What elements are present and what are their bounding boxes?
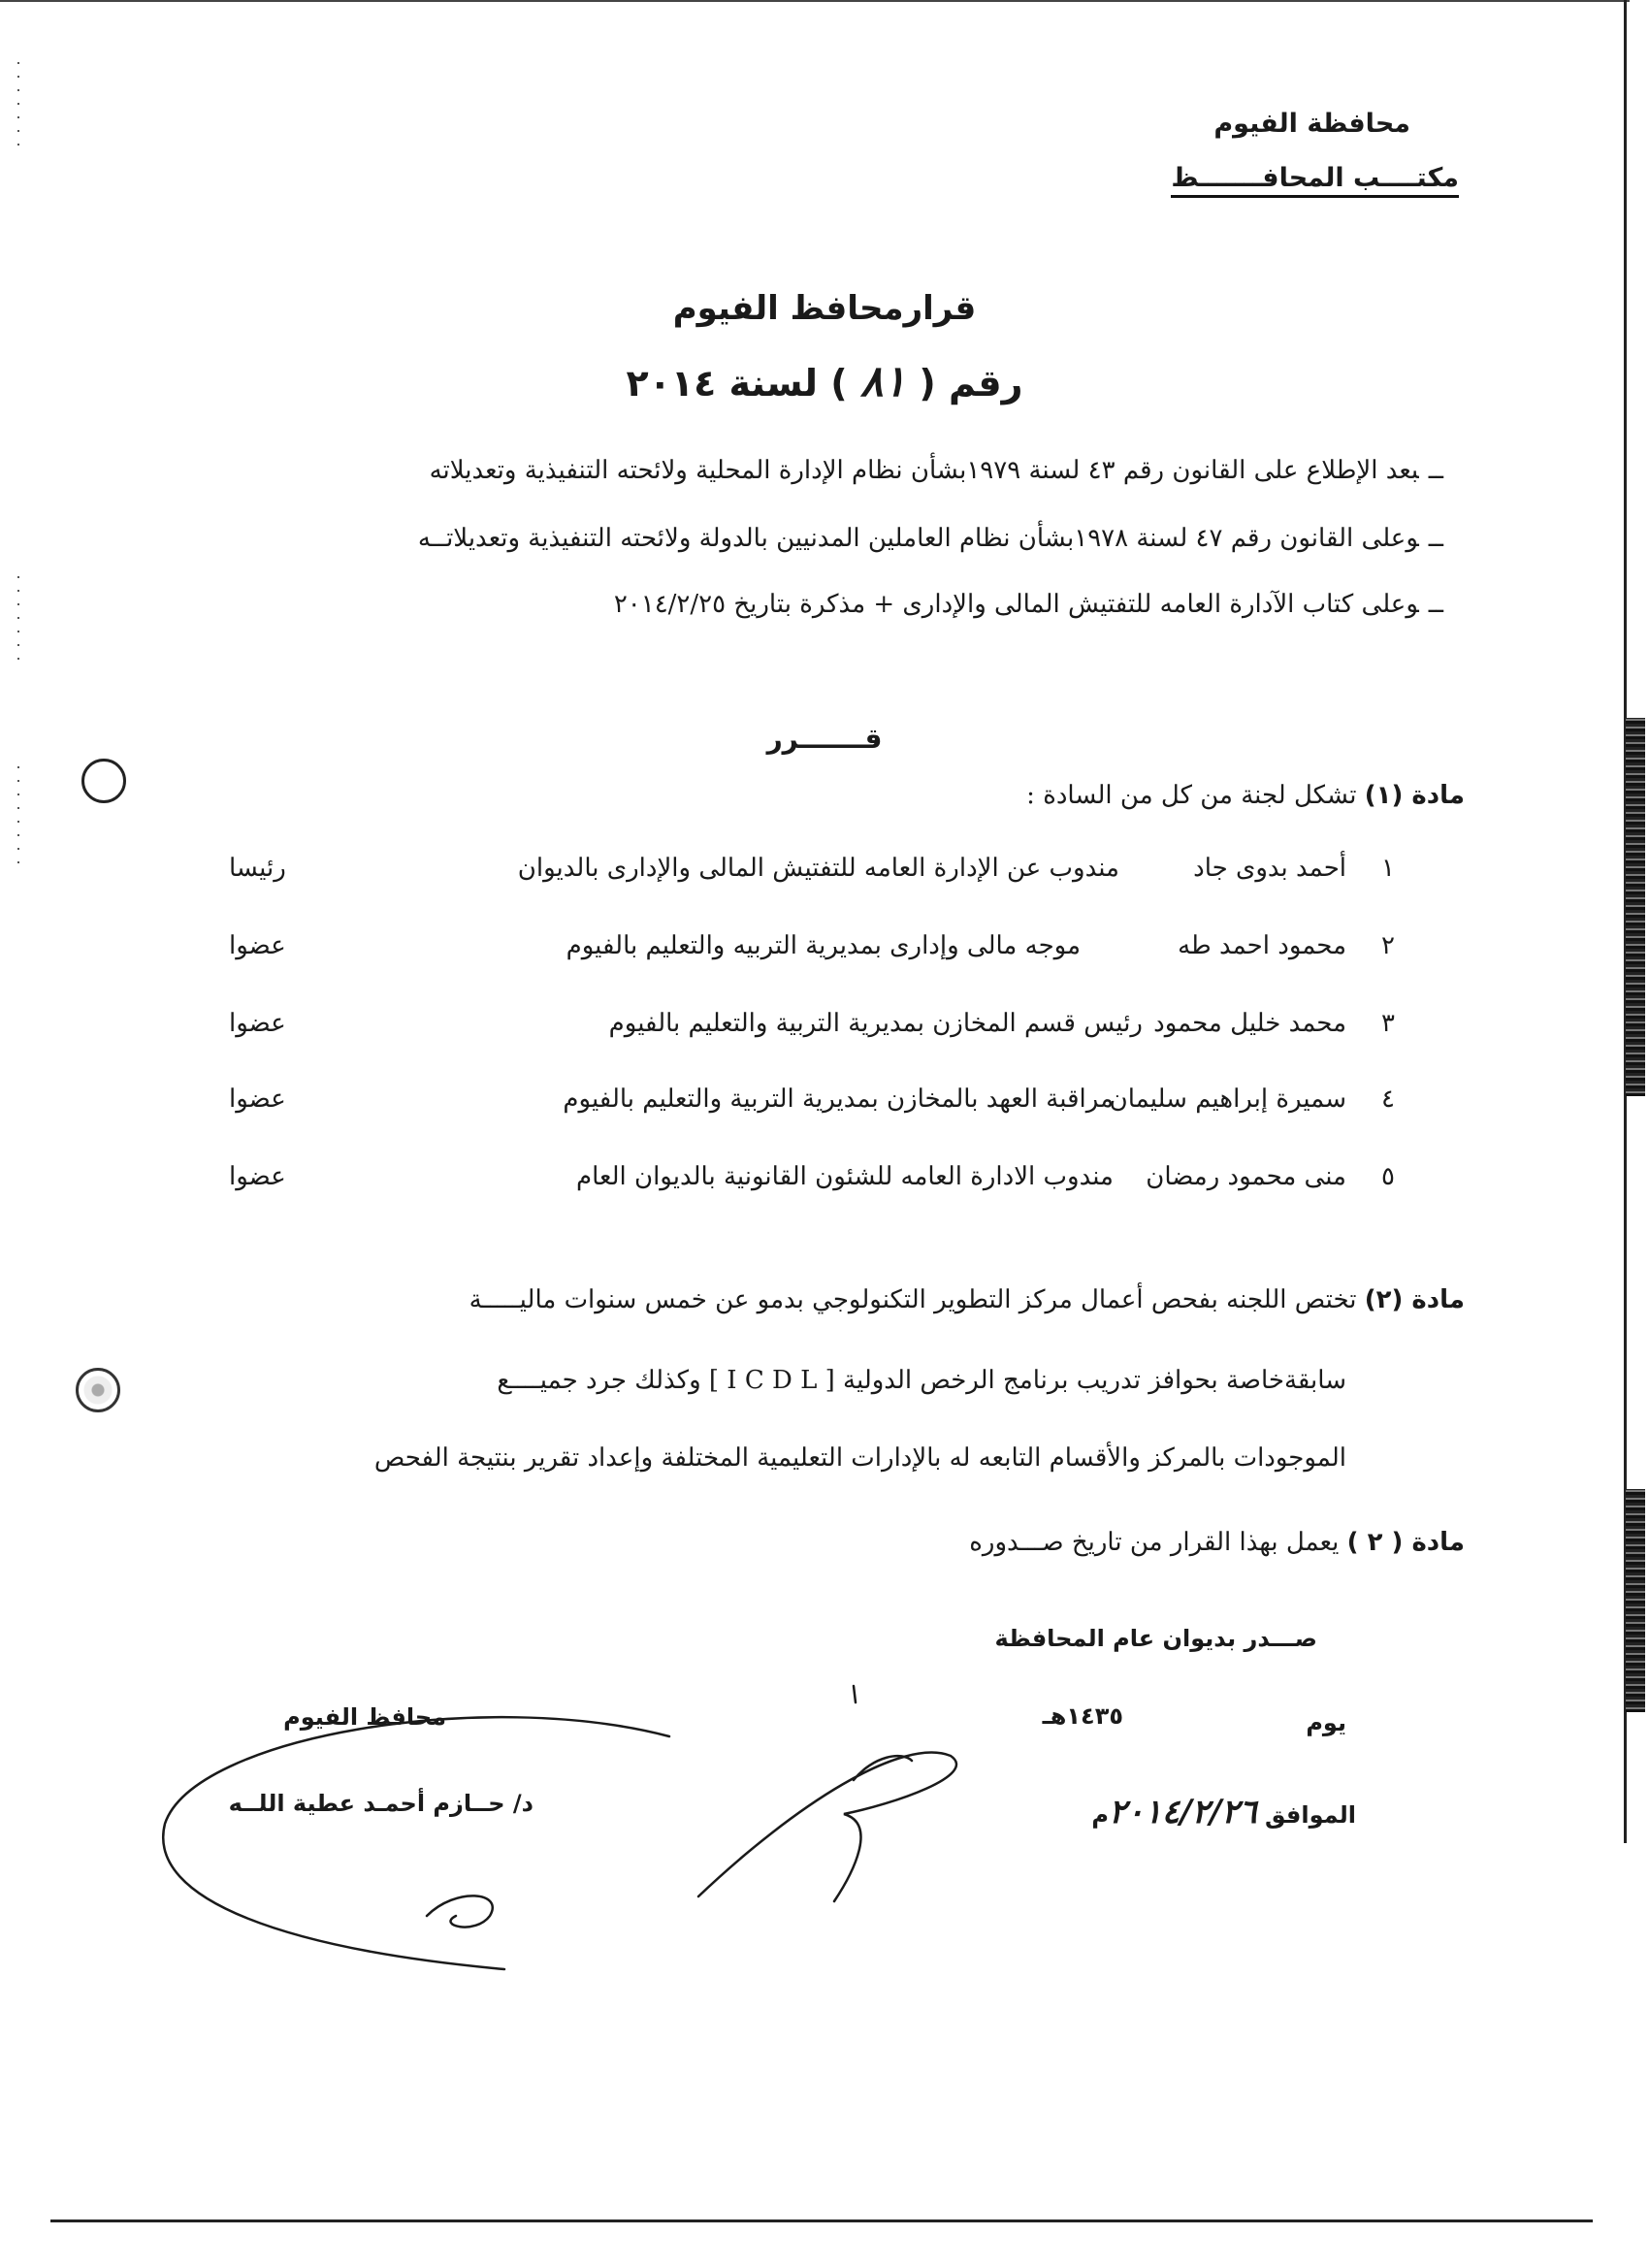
office-heading: مكتــــب المحافـــــــظ	[1171, 163, 1459, 198]
governor-name: د/ حــازم أحمـد عطية اللــه	[228, 1790, 534, 1817]
committee-row-3-role: عضوا	[229, 1009, 286, 1038]
committee-row-2-position: موجه مالى وإدارى بمديرية التربيه والتعليم بالفيوم	[566, 931, 1081, 960]
preamble-text-2: وعلى القانون رقم ٤٧ لسنة ١٩٧٨بشأن نظام العاملين المدنيين بالدولة ولائحته التنفيذية وتعديلاتــه	[417, 524, 1419, 553]
preamble-dash: ــ	[1428, 456, 1443, 485]
article-2-text-1: تختص اللجنه بفحص أعمال مركز التطوير التكنولوجي بدمو عن خمس سنوات ماليـــــة	[469, 1285, 1357, 1314]
committee-row-4-role: عضوا	[229, 1085, 286, 1114]
committee-row-1-role: رئيسا	[229, 854, 286, 883]
decision-number-suffix: ) لسنة ٢٠١٤	[626, 362, 848, 405]
governorate-heading: محافظة الفيوم	[1213, 109, 1410, 139]
preamble-dash: ــ	[1428, 590, 1443, 619]
punch-hole-marked-icon	[76, 1368, 120, 1412]
decision-number-prefix: رقم (	[919, 362, 1023, 405]
committee-row-1-position: مندوب عن الإدارة العامه للتفتيش المالى والإدارى بالديوان	[517, 854, 1119, 883]
committee-row-3-name: محمد خليل محمود	[1153, 1009, 1346, 1038]
day-label: يوم	[1306, 1709, 1346, 1736]
decision-number-handwritten: ٨١	[859, 357, 907, 406]
committee-row-4-name: سميرة إبراهيم سليمان	[1109, 1085, 1346, 1114]
committee-row-4-position: مراقبة العهد بالمخازن بمديرية التربية والتعليم بالفيوم	[563, 1085, 1114, 1114]
article-2-line-3: الموجودات بالمركز والأقسام التابعه له بالإدارات التعليمية المختلفة وإعداد تقرير بنتيجة الفحص	[373, 1443, 1346, 1473]
corresponding-label: الموافق	[1265, 1801, 1356, 1829]
committee-row-2-role: عضوا	[229, 931, 286, 960]
committee-row-3-number: ٣	[1381, 1009, 1395, 1038]
date-suffix: م	[1091, 1801, 1110, 1829]
governor-title: محافظ الفيوم	[283, 1703, 446, 1731]
article-3-text: يعمل بهذا القرار من تاريخ صـــدوره	[969, 1528, 1340, 1557]
article-2-line-2: سابقةخاصة بحوافز تدريب برنامج الرخص الدولية [ I C D L ] وكذلك جرد جميــــع	[497, 1366, 1346, 1395]
committee-row-1-number: ١	[1381, 854, 1395, 883]
article-1-label: مادة (١)	[1364, 781, 1465, 810]
committee-row-3-position: رئيس قسم المخازن بمديرية التربية والتعليم بالفيوم	[608, 1009, 1143, 1038]
committee-row-2-number: ٢	[1381, 931, 1395, 960]
decision-title: قرارمحافظ الفيوم	[672, 289, 977, 328]
punch-hole-circle-icon	[81, 759, 126, 803]
article-3-label: مادة ( ٢ )	[1346, 1528, 1465, 1557]
handwritten-date: ٢٠١٤/٢/٢٦	[1109, 1793, 1257, 1831]
committee-row-5-position: مندوب الادارة العامه للشئون القانونية بالديوان العام	[576, 1162, 1114, 1191]
article-1-text: تشكل لجنة من كل من السادة :	[1026, 781, 1357, 810]
preamble-text-3: وعلى كتاب الآدارة العامه للتفتيش المالى والإدارى + مذكرة بتاريخ ٢٠١٤/٢/٢٥	[613, 590, 1419, 619]
committee-row-1-name: أحمد بدوى جاد	[1193, 854, 1346, 883]
committee-row-2-name: محمود احمد طه	[1178, 931, 1346, 960]
committee-row-5-name: منى محمود رمضان	[1146, 1162, 1346, 1191]
preamble-dash: ــ	[1428, 524, 1443, 553]
governor-signature-icon	[163, 1686, 956, 1969]
preamble-text-1: بعد الإطلاع على القانون رقم ٤٣ لسنة ١٩٧٩بشأن نظام الإدارة المحلية ولائحته التنفيذية وتعديلاته	[429, 456, 1419, 485]
committee-row-5-number: ٥	[1381, 1162, 1395, 1191]
issued-at-line: صـــدر بديوان عام المحافظة	[994, 1625, 1317, 1652]
hijri-date: ١٤٣٥هـ	[1042, 1702, 1123, 1730]
article-2-label: مادة (٢)	[1364, 1285, 1465, 1314]
committee-row-4-number: ٤	[1381, 1085, 1395, 1114]
decides-heading: قـــــــرر	[766, 723, 883, 755]
committee-row-5-role: عضوا	[229, 1162, 286, 1191]
